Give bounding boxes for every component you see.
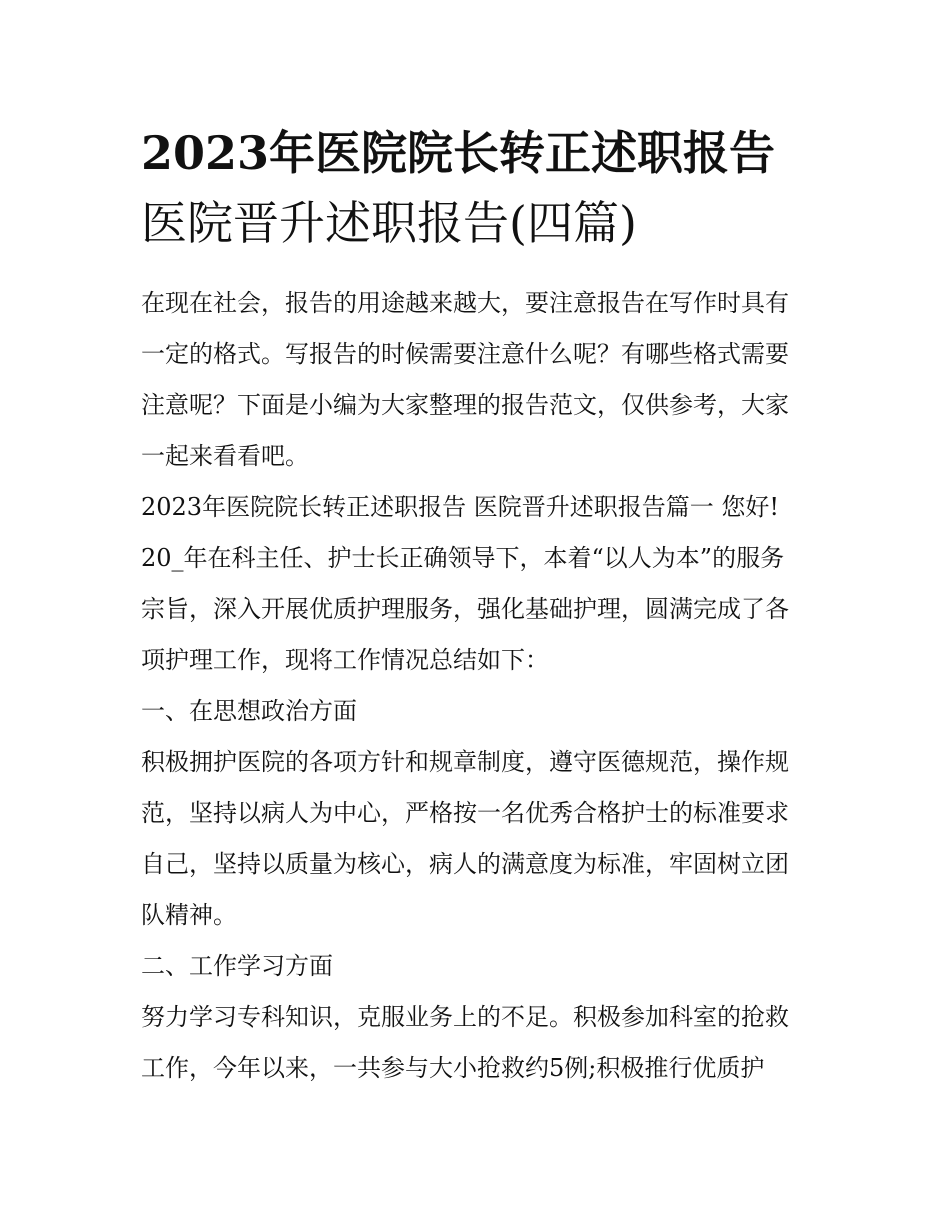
body-line: 积极拥护医院的各项方针和规章制度，遵守医德规范，操作规 (141, 748, 789, 776)
body-line: 注意呢？下面是小编为大家整理的报告范文，仅供参考，大家 (141, 391, 789, 419)
section-heading: 二、工作学习方面 (141, 952, 333, 980)
document-content (141, 118, 813, 1094)
body-line: 范，坚持以病人为中心，严格按一名优秀合格护士的标准要求 (141, 799, 789, 827)
body-line: 20_年在科主任、护士长正确领导下，本着“以人为本”的服务 (141, 544, 785, 572)
body-line: 队精神。 (141, 901, 237, 929)
body-line: 在现在社会，报告的用途越来越大，要注意报告在写作时具有 (141, 289, 789, 317)
body-line: 工作，今年以来，一共参与大小抢救约5例;积极推行优质护 (141, 1054, 765, 1082)
body-line: 一起来看看吧。 (141, 442, 309, 470)
body-line: 自己，坚持以质量为核心，病人的满意度为标准，牢固树立团 (141, 850, 789, 878)
section-heading: 一、在思想政治方面 (141, 697, 357, 725)
body-line: 一定的格式。写报告的时候需要注意什么呢？有哪些格式需要 (141, 340, 789, 368)
title-line-1: 2023年医院院长转正述职报告 (141, 126, 776, 180)
body-line: 项护理工作，现将工作情况总结如下： (141, 646, 549, 674)
document-body (141, 278, 813, 1094)
body-line: 2023年医院院长转正述职报告 医院晋升述职报告篇一 您好! (141, 493, 779, 521)
body-line: 宗旨，深入开展优质护理服务，强化基础护理，圆满完成了各 (141, 595, 789, 623)
title-line-2: 医院晋升述职报告(四篇) (141, 196, 637, 250)
body-line: 努力学习专科知识，克服业务上的不足。积极参加科室的抢救 (141, 1003, 789, 1031)
document-title (141, 118, 813, 258)
